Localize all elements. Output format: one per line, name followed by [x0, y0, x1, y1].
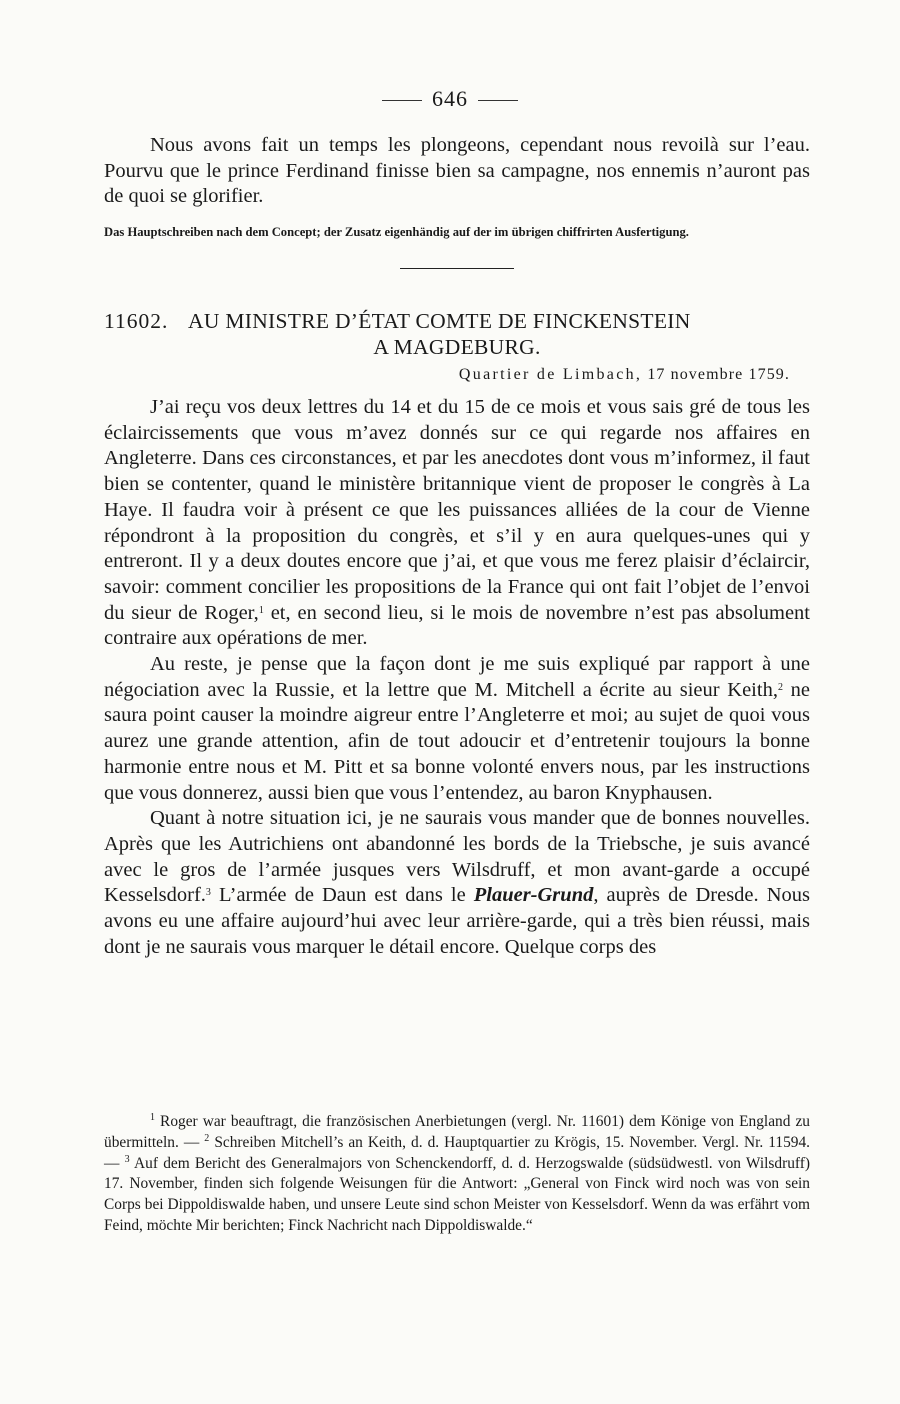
footnote-ref-3: 3 [205, 887, 211, 899]
paragraph-1-end: et, en second lieu, si le mois de novembre n’est pas absolument contraire aux opérations de mer. [104, 601, 811, 650]
place-name-italic: Plauer-Grund [473, 884, 594, 907]
letter-number: 11602. [104, 309, 169, 333]
letter-body [104, 395, 810, 960]
postscript-text: Nous avons fait un temps les plongeons, cependant nous revoilà sur l’eau. Pourvu que le prince Ferdinand finisse bien sa campagne, nos ennemis n’auront pas de quoi se glorifier. [104, 134, 810, 208]
paragraph-3-text-c: , auprès de Dresde. Nous avons eu une affaire aujourd’hui avec leur arrière-garde, qui a très bien réussi, mais dont je ne saurais vous marquer le détail encore. Quelque corps des [104, 884, 810, 958]
dateline-date: 17 novembre 1759. [647, 366, 790, 383]
paragraph-3 [104, 806, 810, 960]
paragraph-3-text-a: Quant à notre situation ici, je ne saurais vous mander que de bonnes nouvelles. Après que les Autrichiens ont abandonné les bords de la Triebsche, je suis avancé avec le gros de l’armée jusques vers Wilsdruff, et mon avant-garde a occupé Kesselsdorf. [104, 807, 810, 907]
footnote-ref-2: 2 [777, 681, 783, 693]
paragraph-3-text-b: L’armée de Daun est dans le [210, 884, 474, 907]
header-dash-right [478, 100, 518, 101]
paragraph-1-text: J’ai reçu vos deux lettres du 14 et du 15 de ce mois et vous sais gré de tous les éclaircissements que vous m’avez donnés sur ce qui regarde nos affaires en Angleterre. Dans ces circonstances, et par les anecdotes dont vous m’informez, il faut bien se contenter, quand le ministère britannique vient de proposer le congrès à La Haye. Il faudra voir à présent ce que les puissances alliées de la cour de Vienne répondront à la proposition du congrès, et s’il y en aura quelques-unes qui y entreront. Il y a deux doutes encore que j’ai, et que vous me ferez plaisir d’éclaircir, savoir: comment concilier les propositions de la France qui ont fait l’objet de l’envoi du sieur de Roger, [104, 396, 810, 624]
footnote-1: Roger war beauftragt, die französischen Anerbietungen (vergl. Nr. 11601) dem Könige von England zu übermitteln. — [104, 1113, 810, 1151]
footnote-mark-3: 3 [124, 1153, 130, 1165]
page-header [0, 86, 900, 112]
dateline [104, 366, 790, 384]
letter-title-line1: AU MINISTRE D’ÉTAT COMTE DE FINCKENSTEIN [188, 309, 691, 333]
paragraph-2 [104, 652, 810, 806]
footnote-mark-2: 2 [204, 1132, 210, 1144]
paragraph-2-text-a: Au reste, je pense que la façon dont je me suis expliqué par rapport à une négociation avec la Russie, et la lettre que M. Mitchell a écrite au sieur Keith, [104, 653, 810, 701]
postscript-paragraph [104, 133, 810, 210]
footnotes-text [104, 1112, 810, 1237]
paragraph-2-text-b: ne saura point causer la moindre aigreur entre l’Angleterre et moi; au sujet de quoi vous aurez une grande attention, afin de tout adoucir et d’entretenir toujours la bonne harmonie entre nous et M. Pitt et sa bonne volonté envers nous, par les instructions que vous donnerez, aussi bien que vous l’entendez, au baron Knyphausen. [104, 678, 810, 804]
dateline-place: Quartier de Limbach, [458, 366, 643, 383]
letter-heading [104, 308, 810, 360]
section-divider [400, 268, 514, 269]
letter-title-line2: A MAGDEBURG. [373, 335, 541, 359]
paragraph-1 [104, 395, 810, 652]
footnotes [104, 1112, 810, 1237]
footnote-2: Schreiben Mitchell’s an Keith, d. d. Hauptquartier zu Krögis, 15. November. Vergl. Nr. 11594. — [104, 1133, 810, 1172]
page-number: 646 [432, 86, 468, 111]
source-note: Das Hauptschreiben nach dem Concept; der Zusatz eigenhändig auf der im übrigen chiffrirten Ausfertigung. [104, 225, 689, 239]
footnote-mark-1: 1 [150, 1112, 155, 1123]
footnote-3: Auf dem Bericht des Generalmajors von Schenckendorff, d. d. Herzogswalde (südsüdwestl. von Wilsdruff) 17. November, finden sich folgende Weisungen für die Antwort: „General von Finck wird noch was von sein Corps bei Dippoldiswalde haben, und unsere Leute sind schon Meister von Kesselsdorf. Wenn da was erfährt vom Feind, möchte Mir berichten; Finck Nachricht nach Dippoldiswalde.“ [104, 1154, 810, 1234]
header-dash-left [382, 100, 422, 101]
footnote-ref-1: 1 [258, 604, 264, 616]
